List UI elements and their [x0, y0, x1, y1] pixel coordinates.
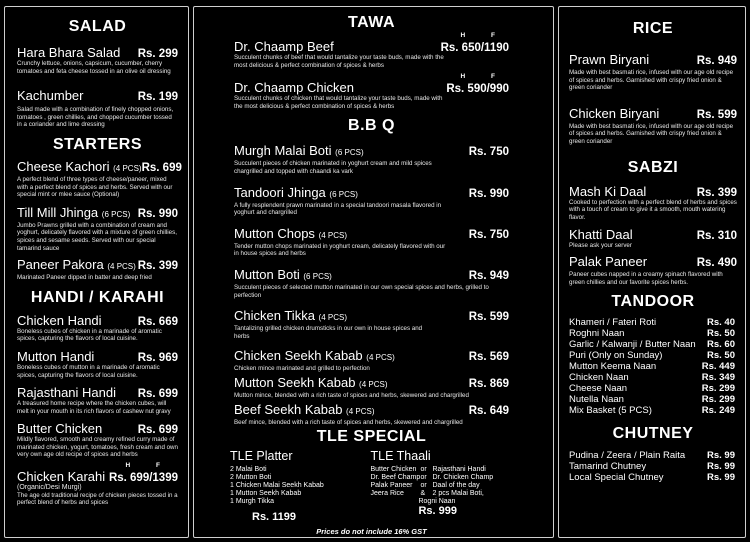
thaali-option: Palak Paneer: [370, 482, 413, 490]
item-name: Cheese Naan: [569, 383, 628, 395]
item-price: Rs. 310: [696, 230, 737, 243]
item-price: Rs. 199: [137, 91, 178, 104]
item-price: Rs. 969: [137, 351, 178, 364]
chutney-heading: CHUTNEY: [612, 425, 694, 443]
tle-platter-title: TLE Platter: [230, 449, 293, 464]
item-pieces: (4 PCS): [318, 313, 347, 323]
item-name: Puri (Only on Sunday): [569, 350, 663, 362]
menu-item: [569, 383, 735, 394]
item-price: Rs. 60: [707, 339, 735, 351]
item-price: Rs. 299: [701, 394, 735, 406]
menu-item: [569, 339, 735, 350]
item-name: Khatti Daal: [569, 227, 633, 243]
tle-thaali-price: Rs. 999: [418, 505, 458, 518]
menu-item: [17, 45, 178, 75]
item-name: Cheese Kachori: [17, 158, 110, 174]
item-description: A treasured home recipe where the chicken cubes, will melt in your mouth in its rich flavors of cashew nut gravy: [17, 400, 171, 415]
item-price: Rs. 299: [701, 383, 735, 395]
menu-item: [234, 143, 509, 175]
item-price: Rs. 569: [468, 351, 509, 364]
left-menu-panel: [4, 6, 189, 538]
thaali-option: Butter Chicken: [370, 466, 417, 474]
tle-specials-row: [230, 449, 509, 523]
menu-item: [569, 394, 735, 405]
thaali-separator: or: [420, 482, 427, 490]
item-pieces: (6 PCS): [101, 209, 131, 219]
item-name: Dr. Chaamp Chicken: [234, 80, 354, 96]
item-price: Rs. 590/990: [446, 83, 509, 96]
item-pieces: (4 PCS): [113, 163, 142, 173]
salad-heading: SALAD: [68, 18, 127, 35]
item-name: Mutton Boti: [234, 266, 300, 282]
menu-item: [569, 52, 737, 92]
item-price: Rs. 50: [707, 350, 735, 362]
item-price: Rs. 399: [696, 186, 737, 199]
right-menu-panel: [558, 6, 746, 538]
item-description: Succulent pieces of chicken marinated in yoghurt cream and mild spices chargrilled and topped with chaandi ka vark: [234, 160, 432, 175]
item-name: Chicken Biryani: [569, 105, 660, 121]
item-price: Rs. 99: [707, 461, 735, 473]
menu-item: [17, 385, 178, 415]
item-name: Chicken Seekh Kabab: [234, 348, 363, 364]
menu-item: [234, 73, 509, 110]
menu-item: [17, 313, 178, 343]
thaali-option: 2 pcs Malai Boti,: [432, 490, 484, 498]
item-price: Rs. 869: [468, 377, 509, 390]
item-description: A perfect blend of three types of cheese/paneer, mixed with a perfect blend of spices and herbs. Served with our special mint or mlee sauce (Optional): [17, 175, 173, 199]
menu-item: [569, 184, 737, 222]
tawa-heading: TAWA: [347, 14, 396, 31]
item-name: Dr. Chaamp Beef: [234, 39, 334, 54]
menu-item: [569, 254, 737, 286]
menu-item: [569, 472, 735, 483]
half-full-label: H F: [125, 462, 172, 470]
item-price: Rs. 990: [468, 187, 509, 200]
tle-special-heading: TLE SPECIAL: [316, 428, 427, 446]
menu-item: [17, 158, 182, 199]
item-name: Chicken Karahi: [17, 469, 106, 485]
sabzi-heading: SABZI: [627, 158, 679, 176]
item-name: Chicken Naan: [569, 372, 629, 384]
item-name: Palak Paneer: [569, 253, 648, 269]
item-price: Rs. 650/1190: [440, 42, 509, 54]
menu-item: [569, 461, 735, 472]
item-description: Tantalizing grilled chicken drumsticks in our own in house spices and herbs: [234, 325, 423, 340]
item-name: Butter Chicken: [17, 421, 103, 437]
center-menu-panel: [193, 6, 554, 538]
tle-platter: [230, 449, 370, 523]
item-price: Rs. 699: [137, 424, 178, 437]
menu-item: [569, 372, 735, 383]
gst-note: Prices do not include 16% GST: [316, 527, 427, 537]
item-name: Chicken Tikka: [234, 308, 315, 324]
item-pieces: (4 PCS): [366, 353, 395, 363]
item-description: Beef mince, blended with a rich taste of spices and herbs, skewered and chargrilled: [234, 418, 463, 426]
platter-line: 1 Chicken Malai Seekh Kabab: [230, 482, 324, 490]
item-pieces: (4 PCS): [346, 406, 375, 416]
menu-item: [17, 257, 178, 282]
item-name: Tandoori Jhinga: [234, 184, 326, 200]
item-pieces: (6 PCS): [329, 189, 358, 199]
item-description: Mutton mince, blended with a rich taste of spices and herbs, skewered and chargrilled: [234, 391, 469, 399]
thaali-option: Daal of the day: [432, 482, 480, 490]
item-name: Murgh Malai Boti: [234, 143, 332, 159]
item-name: Pudina / Zeera / Plain Raita: [569, 450, 686, 462]
platter-line: 1 Mutton Seekh Kabab: [230, 490, 302, 498]
item-name: Kachumber: [17, 88, 84, 104]
menu-item: [234, 375, 509, 400]
platter-line: 2 Malai Boti: [230, 466, 267, 474]
thaali-option: Jeera Rice: [370, 490, 404, 498]
item-name: Khameri / Fateri Roti: [569, 317, 657, 329]
item-description: Paneer cubes napped in a creamy spinach flavored with green chillies and our favorite spices herbs.: [569, 270, 723, 286]
menu-item: [234, 348, 509, 373]
menu-item: [569, 350, 735, 361]
menu-item: [569, 361, 735, 372]
item-name: Mutton Chops: [234, 225, 315, 241]
menu-item: [234, 226, 509, 258]
item-subtitle: (Organic/Desi Murgi): [17, 484, 82, 492]
item-pieces: (4 PCS): [318, 230, 348, 240]
item-pieces: (4 PCS): [107, 262, 136, 272]
thaali-option: Dr. Beef Champ: [370, 474, 421, 482]
item-price: Rs. 99: [707, 472, 735, 484]
item-name: Chicken Handi: [17, 312, 102, 328]
item-description: Please ask your server: [569, 242, 632, 250]
tle-thaali-contents: [370, 466, 509, 498]
item-name: Nutella Naan: [569, 394, 624, 406]
item-pieces: (6 PCS): [303, 271, 332, 281]
menu-item: [569, 450, 735, 461]
item-price: Rs. 299: [137, 48, 178, 60]
item-description: Jumbo Prawns grilled with a combination of cream and yoghurt, delicately flavored with a mixture of green chillies, spices and sesame seeds. Served with our special tamarind sauce: [17, 221, 177, 252]
item-name: Prawn Biryani: [569, 52, 650, 67]
item-name: Local Special Chutney: [569, 472, 664, 484]
tle-platter-price: Rs. 1199: [252, 511, 297, 524]
item-description: Marinated Paneer dipped in batter and deep fried: [17, 274, 152, 282]
tle-thaali-title: TLE Thaali: [370, 449, 431, 464]
item-price: Rs. 699: [141, 161, 182, 174]
item-price: Rs. 649: [468, 404, 509, 417]
tle-thaali: [370, 449, 509, 523]
item-description: Chicken mince marinated and grilled to perfection: [234, 365, 370, 373]
bbq-heading: B.B Q: [348, 117, 395, 135]
thaali-option: Rogni Naan: [418, 498, 456, 506]
item-name: Mutton Handi: [17, 348, 95, 364]
item-description: Salad made with a combination of finely chopped onions, tomatoes , green chillies, and chopped cucumber tossed in a coriander and lime dressing: [17, 106, 174, 129]
item-price: Rs. 349: [701, 372, 735, 384]
item-name: Tamarind Chutney: [569, 461, 647, 473]
menu-item: [234, 402, 509, 427]
handi-karahi-heading: HANDI / KARAHI: [30, 288, 165, 306]
half-full-label: H F: [460, 73, 507, 81]
item-price: Rs. 490: [696, 256, 737, 269]
item-price: Rs. 449: [701, 361, 735, 373]
menu-item: [17, 349, 178, 379]
menu-item: [569, 317, 735, 328]
item-description: Crunchy lettuce, onions, capsicum, cucumber, cherry tomatoes and feta cheese tossed in an olive oil dressing: [17, 60, 171, 75]
item-description: Succulent chunks of chicken that would tantalize your taste buds, made with the most delicious & perfect combination of spices & herbs: [234, 95, 443, 110]
item-name: Roghni Naan: [569, 328, 625, 340]
item-description: Cooked to perfection with a perfect blend of herbs and spices with a touch of cream to give it a smooth, mouth watering flavor.: [569, 198, 737, 221]
item-price: Rs. 99: [707, 450, 735, 462]
item-price: Rs. 699/1399: [108, 472, 178, 485]
item-price: Rs. 599: [468, 311, 509, 324]
item-name: Mutton Seekh Kabab: [234, 374, 356, 390]
item-description: A fully resplendent prawn marinated in a special tandoori masala flavored in yoghurt and chargrilled: [234, 201, 442, 217]
item-pieces: (4 PCS): [359, 379, 388, 389]
item-name: Mutton Keema Naan: [569, 361, 657, 373]
item-description: Boneless cubes of chicken in a marinade of aromatic spices, capturing the flavors of local cuisine.: [17, 327, 162, 343]
item-price: Rs. 249: [701, 405, 735, 417]
item-price: Rs. 750: [468, 146, 509, 159]
item-name: Paneer Pakora: [17, 257, 104, 273]
menu-item: [569, 227, 737, 250]
menu-item: [234, 185, 509, 217]
item-description: Made with best basmati rice, infused with our age old recipe of spices and herbs. Garnished with crispy fried onion & green coriander: [569, 69, 734, 92]
tandoor-list: [569, 317, 737, 416]
item-description: Succulent chunks of beef that would tantalize your taste buds, made with the most delicious & perfect combination of spices & herbs: [234, 54, 444, 69]
thaali-separator: or: [420, 466, 427, 474]
menu-item: [569, 328, 735, 339]
item-name: Mash Ki Daal: [569, 183, 647, 199]
item-name: Till Mill Jhinga: [17, 204, 99, 220]
item-price: Rs. 949: [696, 55, 737, 67]
platter-line: 1 Murgh Tikka: [230, 498, 274, 506]
menu-item: [234, 32, 509, 69]
platter-line: 2 Mutton Boti: [230, 474, 272, 482]
item-price: Rs. 599: [696, 108, 737, 121]
starters-heading: STARTERS: [52, 135, 143, 153]
item-description: The age old traditional recipe of chicken pieces tossed in a perfect blend of herbs and spices: [17, 491, 178, 507]
rice-heading: RICE: [632, 20, 674, 37]
chutney-list: [569, 450, 737, 483]
item-price: Rs. 699: [137, 388, 178, 401]
item-description: Boneless cubes of mutton in a marinade of aromatic spices, capturing the flavors of local cuisine.: [17, 363, 160, 379]
thaali-separator: or: [420, 474, 427, 482]
item-name: Mix Basket (5 PCS): [569, 405, 652, 417]
item-price: Rs. 50: [707, 328, 735, 340]
item-description: Tender mutton chops marinated in yoghurt cream, delicately flavored with our in house spices and herbs: [234, 242, 446, 258]
item-description: Succulent pieces of selected mutton marinated in our own special spices and herbs, grilled to perfection: [234, 283, 489, 299]
item-name: Rajasthani Handi: [17, 385, 117, 401]
menu-item: [17, 205, 178, 252]
item-price: Rs. 949: [468, 269, 509, 282]
menu-item: [569, 405, 735, 416]
item-price: Rs. 669: [137, 315, 178, 328]
item-description: Mildly flavored, smooth and creamy refined curry made of marinated chicken, yogurt, tomatoes, fresh cream and own very own age old recipe of spices and herbs: [17, 436, 178, 459]
item-price: Rs. 990: [137, 207, 178, 220]
tle-platter-contents: [230, 466, 370, 506]
item-price: Rs. 40: [707, 317, 735, 329]
item-description: Made with best basmati rice, infused with our age old recipe of spices and herbs. Garnished with crispy fried onion & green coriander: [569, 122, 734, 145]
item-name: Hara Bhara Salad: [17, 45, 121, 60]
menu-item: [17, 421, 178, 459]
item-price: Rs. 399: [137, 260, 178, 273]
item-name: Garlic / Kalwanji / Butter Naan: [569, 339, 696, 351]
item-price: Rs. 750: [468, 228, 509, 241]
tandoor-heading: TANDOOR: [611, 293, 695, 311]
menu-item: [17, 462, 178, 507]
item-pieces: (6 PCS): [335, 148, 364, 158]
thaali-option: Rajasthani Handi: [432, 466, 486, 474]
menu-item: [17, 88, 178, 129]
thaali-option: Dr. Chicken Champ: [432, 474, 494, 482]
menu-item: [234, 267, 509, 299]
thaali-separator: &: [420, 490, 426, 498]
menu-item: [569, 106, 737, 146]
half-full-label: H F: [460, 32, 507, 39]
menu-item: [234, 308, 509, 340]
item-name: Beef Seekh Kabab: [234, 401, 343, 417]
